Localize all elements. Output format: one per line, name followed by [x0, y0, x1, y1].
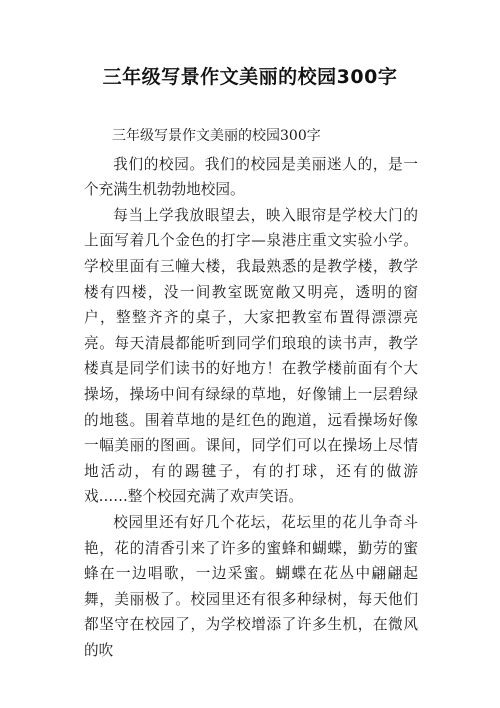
- paragraph: 我们的校园。我们的校园是美丽迷人的，是一个充满生机勃勃地校园。: [84, 155, 418, 199]
- paragraph-subtitle: 三年级写景作文美丽的校园300字: [112, 128, 321, 144]
- document-body: [84, 124, 418, 663]
- paragraph: 校园里还有好几个花坛，花坛里的花儿争奇斗艳，花的清香引来了许多的蜜蜂和蝴蝶，勤劳的蜜蜂在一边唱歌，一边采蜜。蝴蝶在花丛中翩翩起舞，美丽极了。校园里还有很多种绿树，每天他们都坚守在校园了，为学校增添了许多生机，在微风的吹: [84, 513, 418, 659]
- document-title: 三年级写景作文美丽的校园300字: [102, 66, 398, 88]
- paragraph: 每当上学我放眼望去，映入眼帘是学校大门的上面写着几个金色的打字—泉港庄重文实验小学。学校里面有三幢大楼，我最熟悉的是教学楼，教学楼有四楼，没一间教室既宽敞又明亮，透明的窗户，整整齐齐的桌子，大家把教室布置得漂漂亮亮。每天清晨都能听到同学们琅琅的读书声，教学楼真是同学们读书的好地方！在教学楼前面有个大操场，操场中间有绿绿的草地，好像铺上一层碧绿的地毯。围着草地的是红色的跑道，远看操场好像一幅美丽的图画。课间，同学们可以在操场上尽情地活动，有的踢毽子，有的打球，还有的做游戏……整个校园充满了欢声笑语。: [84, 206, 418, 506]
